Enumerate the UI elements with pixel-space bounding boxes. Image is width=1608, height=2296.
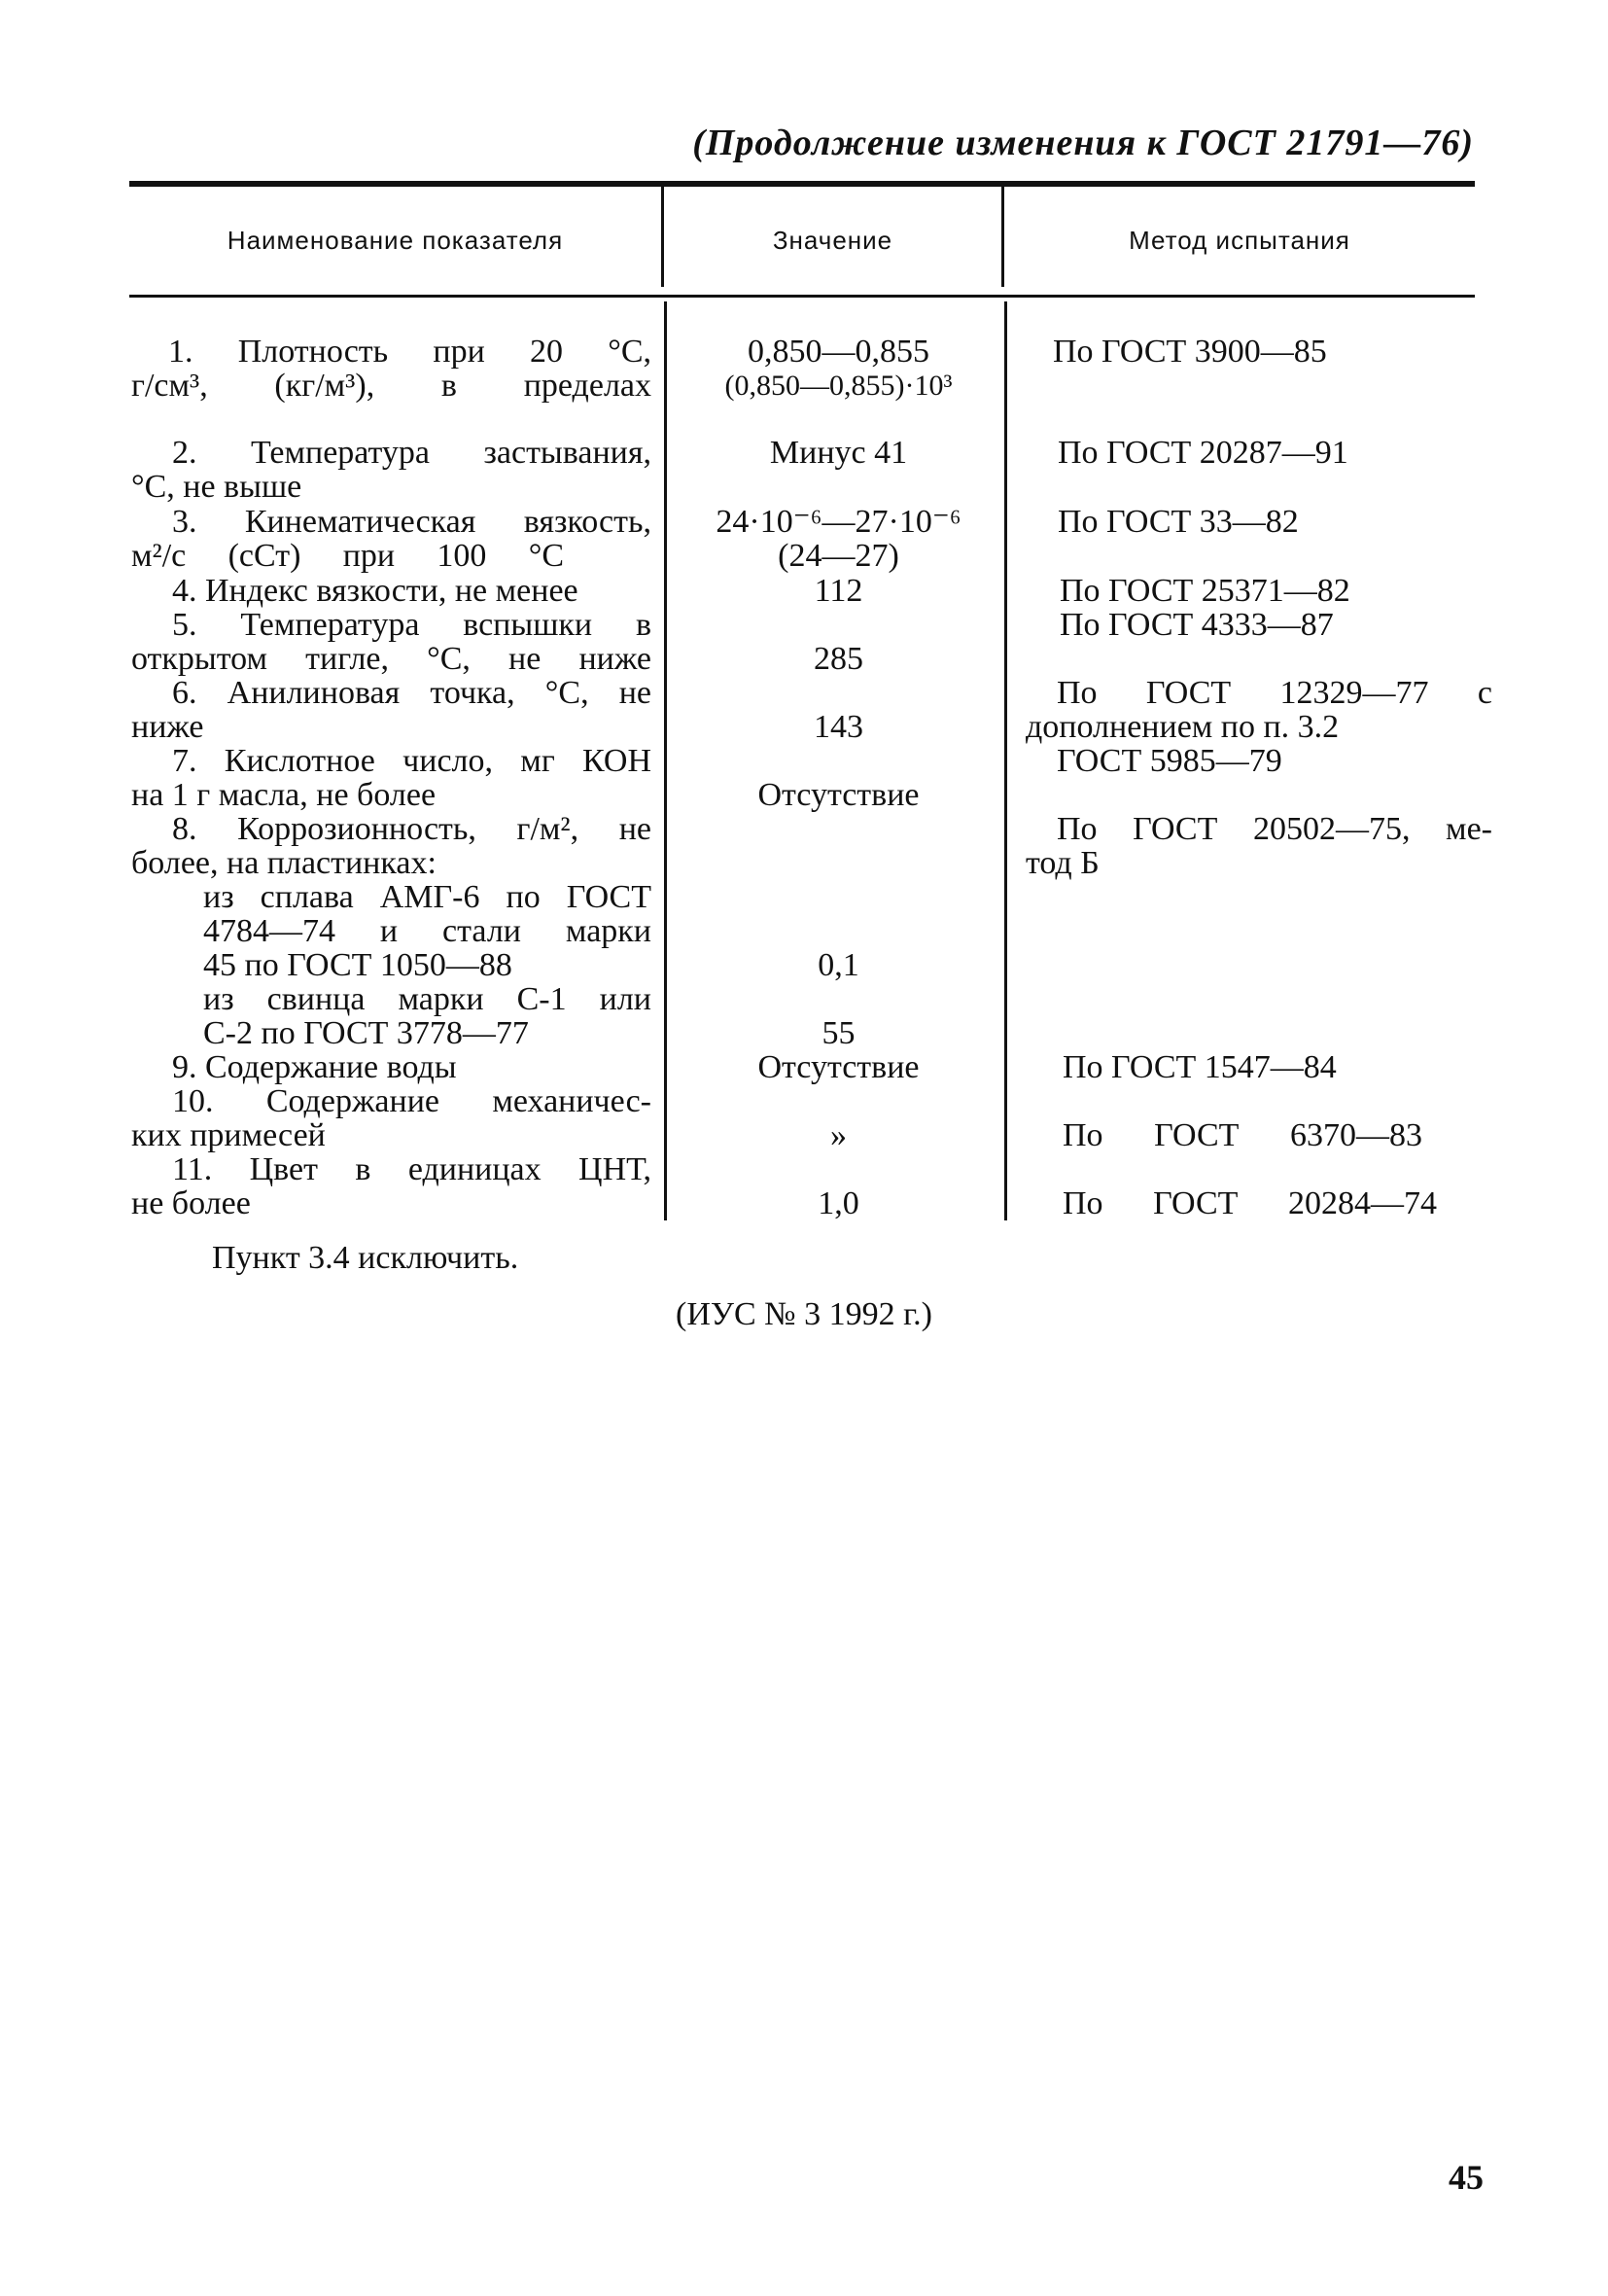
table-row-3-method: По ГОСТ 33—82 bbox=[1058, 504, 1299, 540]
table-row-7-value: Отсутствие bbox=[757, 777, 920, 813]
table-row-9-name: 9. Содержание воды bbox=[172, 1049, 457, 1085]
table-row-10-value: » bbox=[830, 1117, 847, 1153]
table-row-10-method: По ГОСТ 6370—83 bbox=[1063, 1117, 1422, 1153]
table-row-2-method: По ГОСТ 20287—91 bbox=[1058, 435, 1348, 471]
page-number: 45 bbox=[1449, 2158, 1484, 2197]
table-row-2-value: Минус 41 bbox=[769, 435, 908, 471]
table-row-9-method: По ГОСТ 1547—84 bbox=[1063, 1049, 1337, 1085]
table-row-11-method: По ГОСТ 20284—74 bbox=[1063, 1185, 1437, 1221]
table-row-8-value-1: 0,1 bbox=[818, 947, 859, 983]
table-row-8-value-2: 55 bbox=[821, 1015, 856, 1051]
table-row-5-value: 285 bbox=[814, 641, 863, 677]
table-row-8-name: 8. Коррозионность, г/м², не более, на пластинках: из сплава АМГ-6 по ГОСТ 4784—74 и стали марки 45 по ГОСТ 1050—88 из свинца марки С-1 или С-2 по ГОСТ 3778—77 bbox=[131, 811, 651, 1051]
page-header: (Продолжение изменения к ГОСТ 21791—76) bbox=[692, 123, 1474, 163]
table-row-1-name: 1. Плотность при 20 °С, г/см³, (кг/м³), в пределах bbox=[131, 334, 651, 404]
exclusion-note: Пункт 3.4 исключить. bbox=[212, 1240, 519, 1276]
table-row-8-method: По ГОСТ 20502—75, ме- тод Б bbox=[1026, 811, 1492, 881]
table-row-1-value: 0,850—0,855 (0,850—0,855)·10³ bbox=[724, 334, 953, 402]
column-header-method: Метод испытания bbox=[1129, 225, 1350, 255]
table-row-6-value: 143 bbox=[814, 709, 863, 745]
table-row-5-name: 5. Температура вспышки в открытом тигле, °С, не ниже bbox=[131, 607, 651, 677]
table-row-4-name: 4. Индекс вязкости, не менее bbox=[172, 573, 578, 609]
table-row-5-method: По ГОСТ 4333—87 bbox=[1060, 607, 1334, 643]
table-row-11-value: 1,0 bbox=[818, 1185, 859, 1221]
table-row-1-method: По ГОСТ 3900—85 bbox=[1053, 334, 1327, 370]
table-row-4-value: 112 bbox=[814, 573, 863, 609]
table-row-2-name: 2. Температура застывания, °С, не выше bbox=[131, 435, 651, 505]
table-header-rule bbox=[129, 295, 1475, 298]
table-row-11-name: 11. Цвет в единицах ЦНТ, не более bbox=[131, 1151, 651, 1221]
table-row-6-name: 6. Анилиновая точка, °С, не ниже bbox=[131, 675, 651, 745]
table-row-3-value: 24·10⁻⁶—27·10⁻⁶ (24—27) bbox=[716, 504, 961, 574]
column-header-name: Наименование показателя bbox=[227, 225, 564, 255]
table-row-3-name: 3. Кинематическая вязкость, м²/с (сСт) при 100 °С bbox=[131, 504, 651, 574]
ius-reference: (ИУС № 3 1992 г.) bbox=[676, 1296, 932, 1332]
table-row-9-value: Отсутствие bbox=[757, 1049, 920, 1085]
column-header-value: Значение bbox=[772, 225, 893, 255]
table-row-6-method: По ГОСТ 12329—77 с дополнением по п. 3.2 ГОСТ 5985—79 bbox=[1026, 675, 1492, 779]
table-row-7-name: 7. Кислотное число, мг КОН на 1 г масла, не более bbox=[131, 743, 651, 813]
table-row-4-method: По ГОСТ 25371—82 bbox=[1060, 573, 1350, 609]
table-row-10-name: 10. Содержание механичес- ких примесей bbox=[131, 1083, 651, 1153]
